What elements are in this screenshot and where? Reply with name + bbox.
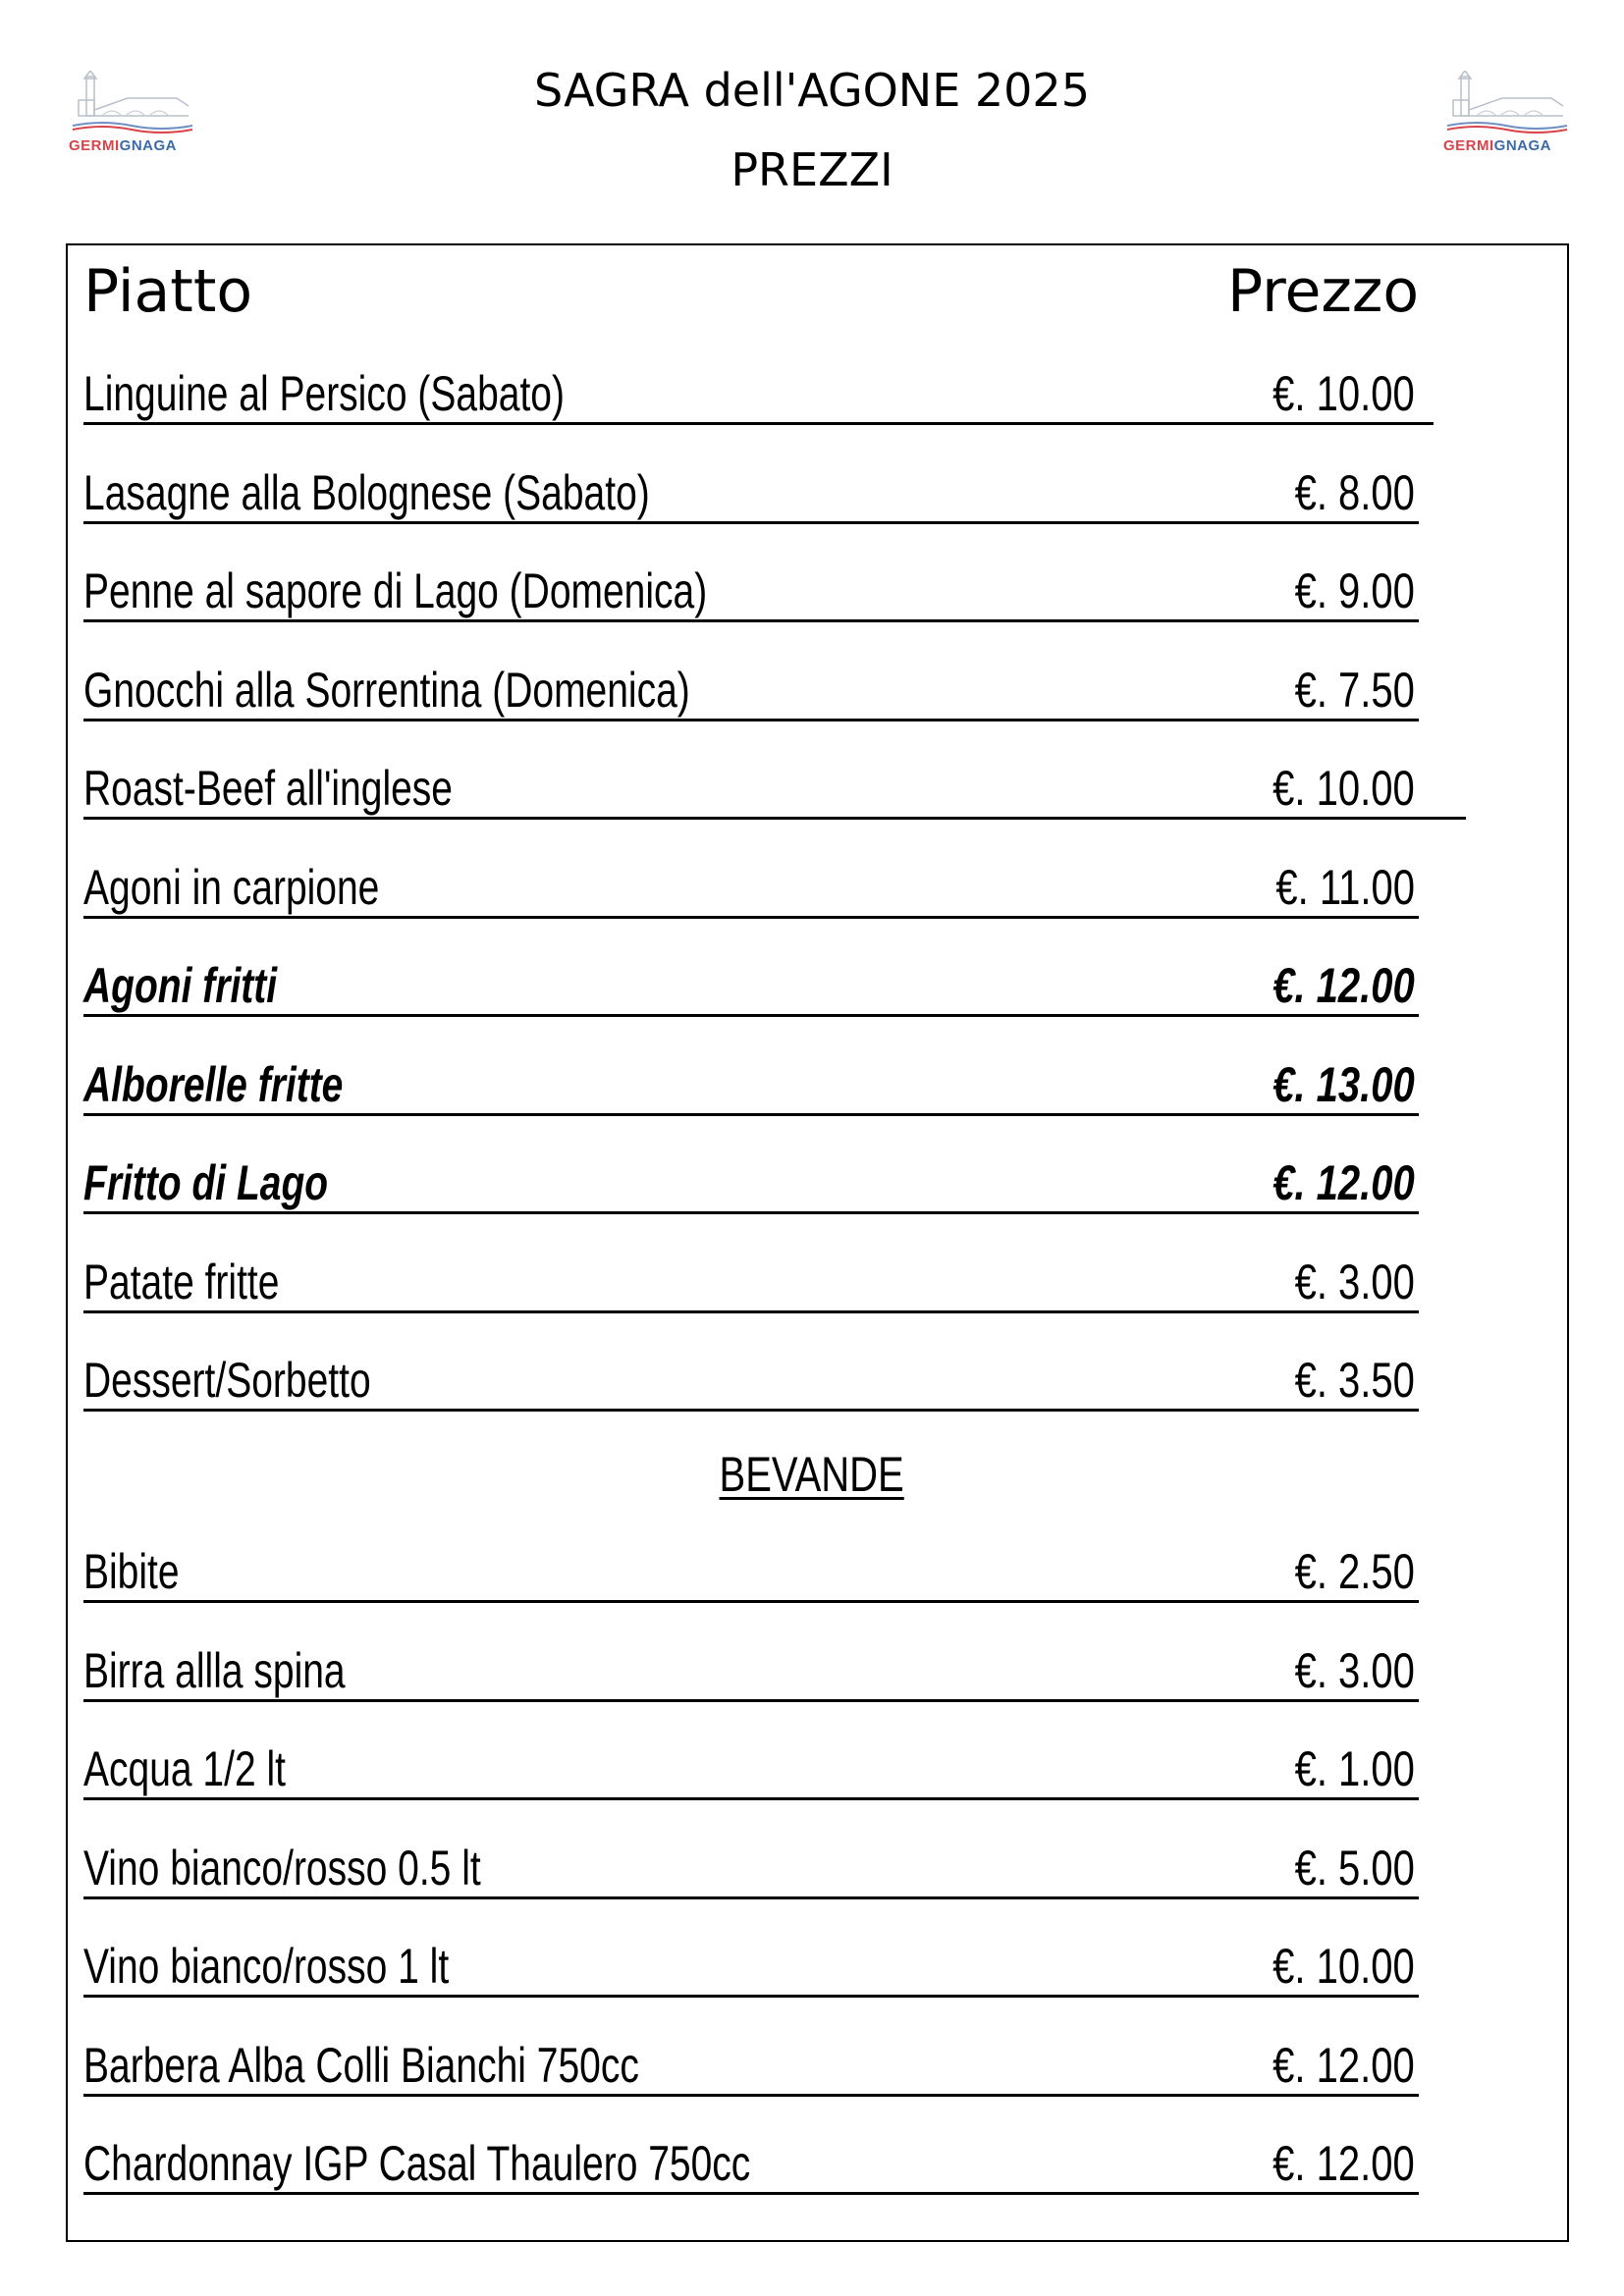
- drink-name: Acqua 1/2 lt: [83, 1741, 286, 1796]
- dishe-name: Agoni fritti: [83, 958, 278, 1013]
- row-underline: [83, 1014, 1419, 1017]
- dishe-price: €. 13.00: [1272, 1056, 1415, 1112]
- dishe-price: €. 10.00: [1272, 761, 1415, 816]
- page-subtitle: PREZZI: [731, 143, 893, 196]
- dishe-price: €. 8.00: [1294, 464, 1415, 520]
- drink-row: [83, 2038, 1478, 2097]
- row-underline: [83, 1409, 1419, 1412]
- row-underline: [83, 1699, 1419, 1702]
- logo-text-red: GERMI: [1443, 137, 1494, 154]
- dishe-name: Alborelle fritte: [83, 1056, 344, 1112]
- drink-row: [83, 1643, 1478, 1702]
- logo-text-red: GERMI: [69, 137, 120, 154]
- column-header-price: Prezzo: [1227, 257, 1420, 326]
- drinks-heading-text: BEVANDE: [719, 1447, 905, 1502]
- drink-row: [83, 1939, 1478, 1998]
- row-underline: [83, 719, 1419, 721]
- logo-text-blue: GNAGA: [1493, 137, 1552, 154]
- dishe-name: Dessert/Sorbetto: [83, 1353, 371, 1408]
- row-underline: [83, 1211, 1419, 1214]
- drink-name: Birra allla spina: [83, 1642, 346, 1698]
- dishe-price: €. 7.50: [1294, 662, 1415, 718]
- drink-price: €. 1.00: [1294, 1741, 1415, 1796]
- dishe-row: [83, 958, 1478, 1017]
- row-underline: [83, 619, 1419, 622]
- dishe-price: €. 11.00: [1275, 859, 1415, 915]
- dishe-name: Agoni in carpione: [83, 859, 380, 915]
- dishe-name: Lasagne alla Bolognese (Sabato): [83, 464, 650, 520]
- drink-name: Bibite: [83, 1544, 180, 1599]
- dishe-name: Patate fritte: [83, 1254, 280, 1309]
- drink-price: €. 2.50: [1294, 1544, 1415, 1599]
- dishe-row: [83, 761, 1478, 820]
- dishe-row: [83, 563, 1478, 622]
- drink-price: €. 5.00: [1294, 1840, 1415, 1896]
- dishe-row: [83, 366, 1478, 425]
- drink-name: Vino bianco/rosso 0.5 lt: [83, 1840, 481, 1896]
- row-underline: [83, 1310, 1419, 1313]
- row-underline: [83, 422, 1434, 425]
- dishe-price: €. 9.00: [1294, 563, 1415, 618]
- dishe-row: [83, 1155, 1478, 1214]
- column-header-dish: Piatto: [83, 257, 253, 326]
- dishe-row: [83, 663, 1478, 721]
- dishe-price: €. 3.50: [1294, 1353, 1415, 1408]
- drink-price: €. 10.00: [1272, 1939, 1415, 1994]
- dishe-name: Penne al sapore di Lago (Domenica): [83, 563, 708, 618]
- drink-name: Barbera Alba Colli Bianchi 750cc: [83, 2037, 639, 2093]
- row-underline: [83, 2192, 1419, 2195]
- dishe-price: €. 12.00: [1272, 1155, 1415, 1210]
- drink-row: [83, 1544, 1478, 1603]
- row-underline: [83, 521, 1419, 524]
- drink-row: [83, 1841, 1478, 1899]
- drink-price: €. 12.00: [1272, 2136, 1415, 2191]
- row-underline: [83, 1797, 1419, 1800]
- row-underline: [83, 2094, 1419, 2097]
- logo-text-blue: GNAGA: [119, 137, 178, 154]
- drink-price: €. 12.00: [1272, 2037, 1415, 2093]
- dishe-name: Gnocchi alla Sorrentina (Domenica): [83, 662, 690, 718]
- dishe-price: €. 3.00: [1294, 1254, 1415, 1309]
- drink-row: [83, 2136, 1478, 2195]
- row-underline: [83, 1113, 1419, 1116]
- section-heading-drinks: [0, 1445, 1624, 1504]
- dishe-price: €. 10.00: [1272, 366, 1415, 421]
- row-underline: [83, 1995, 1419, 1998]
- row-underline: [83, 916, 1419, 919]
- drink-name: Chardonnay IGP Casal Thaulero 750cc: [83, 2136, 751, 2191]
- dishe-name: Fritto di Lago: [83, 1155, 329, 1210]
- dishe-row: [83, 465, 1478, 524]
- page-title: SAGRA dell'AGONE 2025: [534, 64, 1090, 117]
- dishe-row: [83, 1057, 1478, 1116]
- dishe-row: [83, 1255, 1478, 1313]
- drink-name: Vino bianco/rosso 1 lt: [83, 1939, 450, 1994]
- dishe-name: Linguine al Persico (Sabato): [83, 366, 565, 421]
- drink-row: [83, 1741, 1478, 1800]
- dishe-row: [83, 1353, 1478, 1412]
- dishe-price: €. 12.00: [1272, 958, 1415, 1013]
- dishe-name: Roast-Beef all'inglese: [83, 761, 453, 816]
- row-underline: [83, 1896, 1419, 1899]
- dishe-row: [83, 860, 1478, 919]
- row-underline: [83, 1600, 1419, 1603]
- row-underline: [83, 817, 1466, 820]
- drink-price: €. 3.00: [1294, 1642, 1415, 1698]
